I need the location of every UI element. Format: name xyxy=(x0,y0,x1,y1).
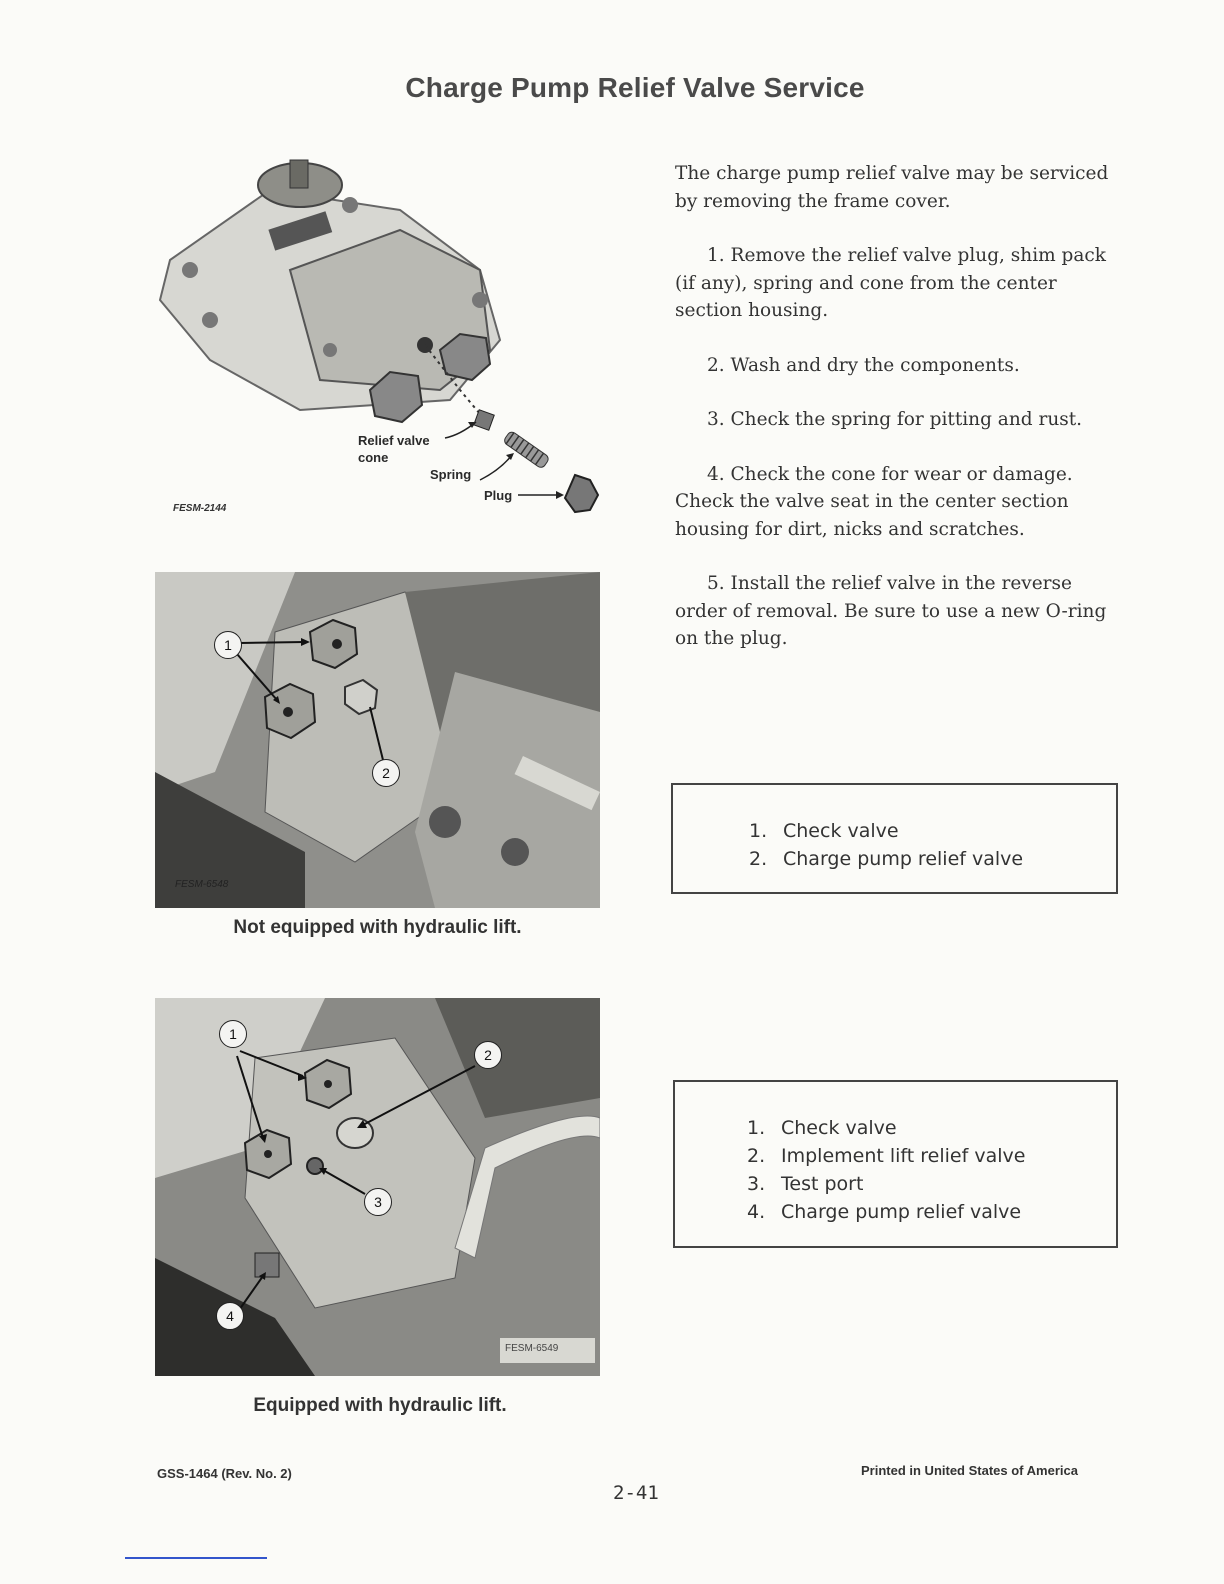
cone-label-line1: Relief valve xyxy=(358,433,430,448)
figure-id: FESM-6548 xyxy=(175,879,229,890)
legend-item: 3. Test port xyxy=(747,1173,864,1195)
legend-box-no-hydraulic-lift xyxy=(671,783,1118,894)
figure-caption: Not equipped with hydraulic lift. xyxy=(233,917,522,938)
step-1: 1. Remove the relief valve plug, shim pack (if any), spring and cone from the center section housing. xyxy=(675,245,1106,321)
marker-2: 2 xyxy=(372,759,400,787)
marker-1: 1 xyxy=(214,631,242,659)
spring-label: Spring xyxy=(430,467,472,482)
legend-item: 1. Check valve xyxy=(749,820,899,842)
legend-box-with-hydraulic-lift xyxy=(673,1080,1118,1248)
step-3: 3. Check the spring for pitting and rust. xyxy=(707,409,1083,430)
legend-item: 2. Charge pump relief valve xyxy=(749,848,1024,870)
document-code: GSS-1464 (Rev. No. 2) xyxy=(157,1466,292,1481)
figure-id: FESM-6549 xyxy=(505,1343,559,1354)
plug-label: Plug xyxy=(484,488,513,503)
legend-item: 2. Implement lift relief valve xyxy=(747,1145,1026,1167)
step-5: 5. Install the relief valve in the reverse order of removal. Be sure to use a new O-ring on the plug. xyxy=(675,573,1107,649)
marker-3: 3 xyxy=(364,1188,392,1216)
marker-2: 2 xyxy=(474,1041,502,1069)
page-number: 2-41 xyxy=(613,1482,659,1504)
step-4: 4. Check the cone for wear or damage. Check the valve seat in the center section housing for dirt, nicks and scratches. xyxy=(675,463,1073,540)
step-2: 2. Wash and dry the components. xyxy=(707,354,1020,376)
photo-no-hydraulic-lift xyxy=(155,572,600,908)
marker-1: 1 xyxy=(219,1020,247,1048)
figure-caption: Equipped with hydraulic lift. xyxy=(253,1395,507,1416)
page-title: Charge Pump Relief Valve Service xyxy=(405,72,865,103)
pump-illustration xyxy=(150,150,610,530)
printed-notice: Printed in United States of America xyxy=(861,1463,1078,1478)
divider xyxy=(125,1557,267,1559)
marker-4: 4 xyxy=(216,1302,244,1330)
legend-item: 1. Check valve xyxy=(747,1117,897,1139)
cone-label-line2: cone xyxy=(358,450,389,465)
instructions xyxy=(675,160,1125,653)
legend-item: 4. Charge pump relief valve xyxy=(747,1201,1022,1223)
intro-paragraph: The charge pump relief valve may be serviced by removing the frame cover. xyxy=(675,163,1109,212)
figure-id: FESM-2144 xyxy=(173,503,227,514)
